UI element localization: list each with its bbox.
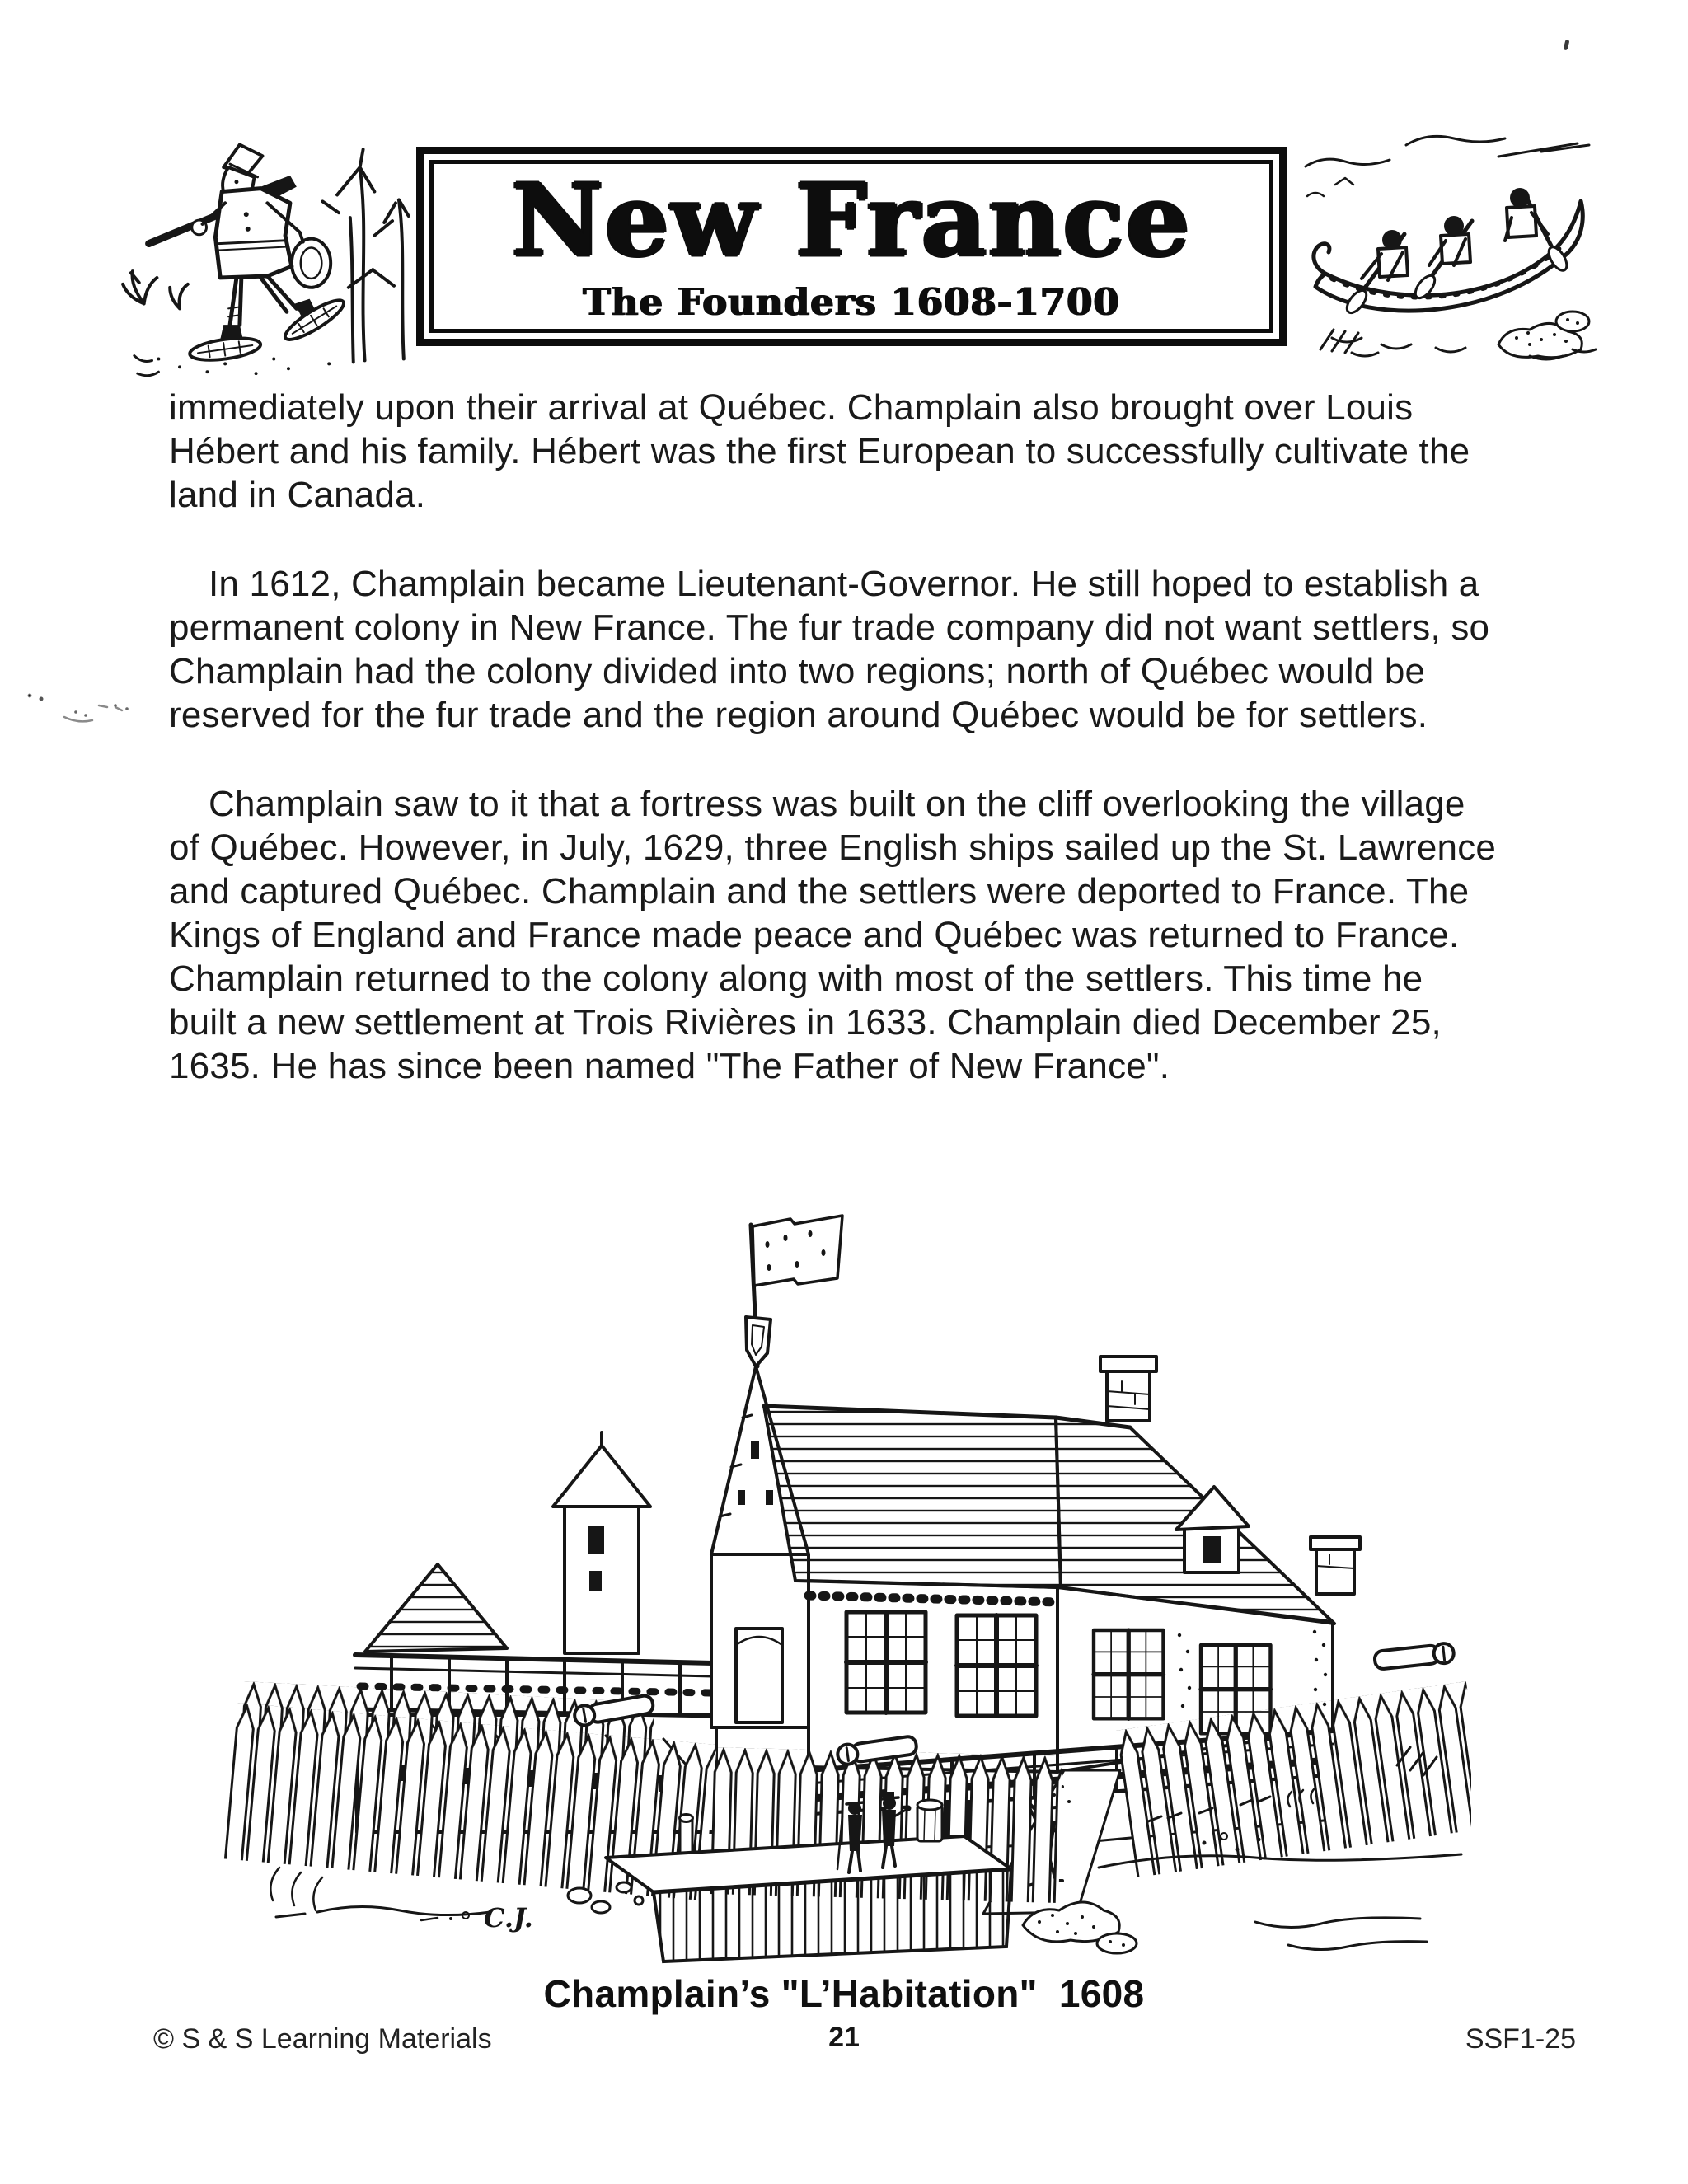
- water-and-rocks: [1320, 312, 1596, 359]
- cannon-icon: [1374, 1643, 1455, 1671]
- scan-artifact: [1564, 40, 1570, 51]
- paragraph-1: immediately upon their arrival at Québec. Champlain also brought over Louis Hébert and his family. Hébert was the first European to successfully cultivate the land in Canada.: [169, 387, 1470, 515]
- artist-signature: C.J.: [484, 1902, 533, 1933]
- page-title: New France: [511, 160, 1192, 279]
- page-subtitle: The Founders 1608-1700: [583, 279, 1120, 324]
- page-number: 21: [828, 2022, 860, 2053]
- copyright-text: © S & S Learning Materials: [153, 2023, 492, 2055]
- paragraph-3: Champlain saw to it that a fortress was built on the cliff overlooking the village of Québec. However, in July, 1629, three English ships sailed up the St. Lawrence and captured Québec. Champlain and the settlers were deported to France. The Kings of England and France made peace and Québec was returned to France. Champlain returned to the colony along with most of the settlers. This time he built a new settlement at Trois Rivières in 1633. Champlain died December 25, 1635. He has since been named "The Father of New France".: [169, 784, 1497, 1086]
- title-box: [416, 147, 1287, 346]
- figure-caption: Champlain’s "L’Habitation" 1608: [543, 1972, 1145, 2015]
- shoreline-icon: [1306, 136, 1589, 196]
- paragraph-2: In 1612, Champlain became Lieutenant-Governor. He still hoped to establish a permanent colony in New France. The fur trade company did not want settlers, so Champlain had the colony divided into two regions; north of Québec would be reserved for the fur trade and the region around Québec would be for settlers.: [169, 564, 1490, 735]
- flag-icon: [753, 1216, 842, 1286]
- snowshoe-walker-figure: [149, 144, 349, 363]
- article-text: [169, 386, 1500, 1133]
- canoe-illustration: [1282, 105, 1612, 361]
- snowshoe-walker-illustration: [97, 115, 423, 383]
- habitation-illustration: [218, 1193, 1471, 1964]
- title-box-inner-border: [429, 160, 1273, 333]
- chimney-icon: [1316, 1548, 1354, 1594]
- shield-icon: [746, 1317, 771, 1366]
- scan-artifact: [18, 674, 166, 732]
- document-code: SSF1-25: [1465, 2023, 1576, 2055]
